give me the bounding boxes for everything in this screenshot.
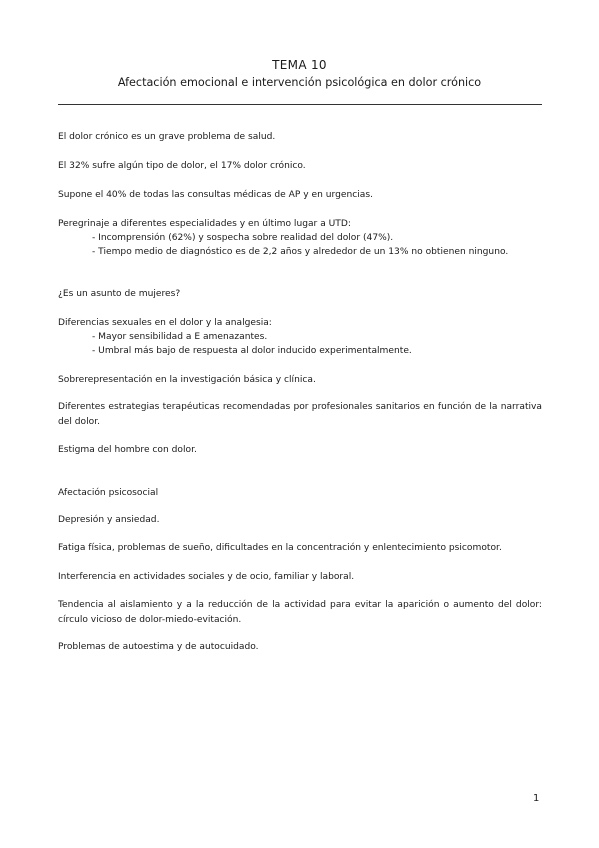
- paragraph: Depresión y ansiedad.: [58, 515, 160, 525]
- list-item: - Mayor sensibilidad a E amenazantes.: [92, 332, 268, 342]
- paragraph: Sobrerepresentación en la investigación básica y clínica.: [58, 375, 316, 385]
- paragraph: Peregrinaje a diferentes especialidades y en último lugar a UTD:: [58, 219, 351, 229]
- paragraph: El 32% sufre algún tipo de dolor, el 17% dolor crónico.: [58, 161, 306, 171]
- paragraph: El dolor crónico es un grave problema de salud.: [58, 132, 276, 142]
- paragraph: Diferencias sexuales en el dolor y la analgesia:: [58, 318, 272, 328]
- list-item: - Umbral más bajo de respuesta al dolor inducido experimentalmente.: [92, 346, 412, 356]
- paragraph: Tendencia al aislamiento y a la reducción de la actividad para evitar la aparición o aumento del dolor: círculo vicioso de dolor-miedo-evitación.: [58, 600, 542, 625]
- section-heading: ¿Es un asunto de mujeres?: [58, 289, 181, 299]
- list-item: - Tiempo medio de diagnóstico es de 2,2 años y alrededor de un 13% no obtienen ninguno.: [92, 247, 509, 257]
- paragraph: Supone el 40% de todas las consultas médicas de AP y en urgencias.: [58, 190, 373, 200]
- paragraph: Problemas de autoestima y de autocuidado.: [58, 642, 259, 652]
- paragraph: Diferentes estrategias terapéuticas recomendadas por profesionales sanitarios en función de la narrativa del dolor.: [58, 402, 542, 427]
- paragraph: Fatiga física, problemas de sueño, dificultades en la concentración y enlentecimiento psicomotor.: [58, 543, 502, 553]
- page-subtitle: Afectación emocional e intervención psicológica en dolor crónico: [117, 76, 482, 89]
- page-number: 1: [533, 793, 540, 804]
- page-title: TEMA 10: [272, 58, 327, 72]
- header-divider: [58, 104, 542, 105]
- paragraph: Estigma del hombre con dolor.: [58, 445, 197, 455]
- paragraph: Interferencia en actividades sociales y de ocio, familiar y laboral.: [58, 572, 355, 582]
- list-item: - Incomprensión (62%) y sospecha sobre realidad del dolor (47%).: [92, 233, 394, 243]
- section-heading: Afectación psicosocial: [58, 488, 159, 498]
